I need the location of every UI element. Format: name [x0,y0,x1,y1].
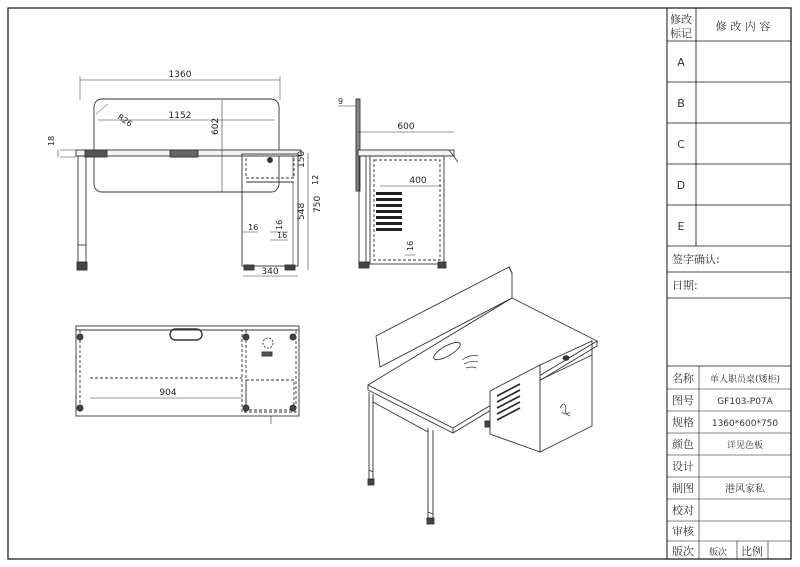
field-value-spec: 1360*600*750 [711,419,779,429]
revision-content-label: 修 改 内 容 [715,20,771,33]
field-label-drawing-no: 图号 [672,394,694,407]
dim-cabinet-depth: 400 [409,176,427,186]
side-foot-left [359,262,369,268]
field-value-drafting: 港风家私 [725,484,765,495]
iso-leg-side [428,428,433,522]
dim-panel-16-c: 16 [275,219,284,230]
top-view-labels [159,388,176,398]
dim-drawer-height: 150 [297,150,307,168]
field-value-color: 详见色板 [726,441,764,451]
dim-panel-16-a: 16 [248,223,259,232]
dim-corner-radius: R26 [115,112,134,129]
revision-mark-label-1: 修改 [670,13,692,26]
side-vent-slots [376,192,402,231]
dim-panel-16-b: 16 [277,231,288,240]
front-grommet [170,150,198,157]
dim-cabinet-width: 340 [261,267,279,277]
field-value-drawing-no: GF103-P07A [717,397,773,407]
top-cabinet-outline [242,330,296,412]
field-value-name: 单人职员桌(矮柜) [709,375,781,385]
iso-desktop [368,298,597,428]
dim-cabinet-height: 548 [297,202,307,220]
top-lock-icon [263,338,273,348]
revision-row-a: A [677,56,685,69]
dim-gap: 12 [311,174,320,185]
scale-label: 比例 [741,545,763,558]
revision-row-d: D [676,179,686,192]
revision-row-b: B [677,97,685,110]
dim-screen-height: 602 [211,117,221,135]
front-lock [268,158,273,163]
edition-label: 版次 [672,545,694,558]
top-cable-grommet [170,329,202,340]
revision-row-e: E [677,220,685,233]
top-view [76,326,299,424]
dim-screen-offset: 9 [338,97,344,106]
front-leg [78,156,86,270]
edition-value: 版次 [708,548,728,558]
front-cabinet-foot-right [285,265,295,270]
signature-label: 签字确认: [672,253,720,266]
dim-beam-length: 904 [159,388,177,398]
side-foot-right [438,262,446,268]
isometric-view [368,267,597,524]
iso-leg-front [369,392,373,483]
front-cabinet [242,154,298,266]
side-view-labels [338,97,427,251]
front-beam-clamp-left [85,150,107,157]
front-cabinet-foot-left [244,265,254,270]
field-label-name: 名称 [672,372,694,385]
front-view-labels [47,70,323,277]
dim-overall-width: 1360 [168,70,192,80]
dim-desk-height: 750 [313,195,323,213]
front-leg-foot [77,262,87,270]
field-label-design: 设计 [672,460,694,473]
field-label-review: 审核 [672,525,694,538]
date-label: 日期: [672,279,698,292]
front-view [58,76,308,276]
side-desktop [358,150,454,156]
revision-mark-label-2: 标记 [670,27,692,40]
dim-depth: 600 [397,122,415,132]
field-label-spec: 规格 [672,416,694,429]
dim-side-panel-16: 16 [406,240,415,251]
title-block [667,8,791,559]
dim-top-thickness: 18 [47,135,56,146]
revision-row-c: C [677,138,685,151]
dim-inner-width: 1152 [168,111,192,121]
field-label-drafting: 制图 [672,482,694,495]
field-label-check: 校对 [672,504,694,517]
field-label-color: 颜色 [672,438,694,451]
top-cabinet-handle [262,352,272,356]
